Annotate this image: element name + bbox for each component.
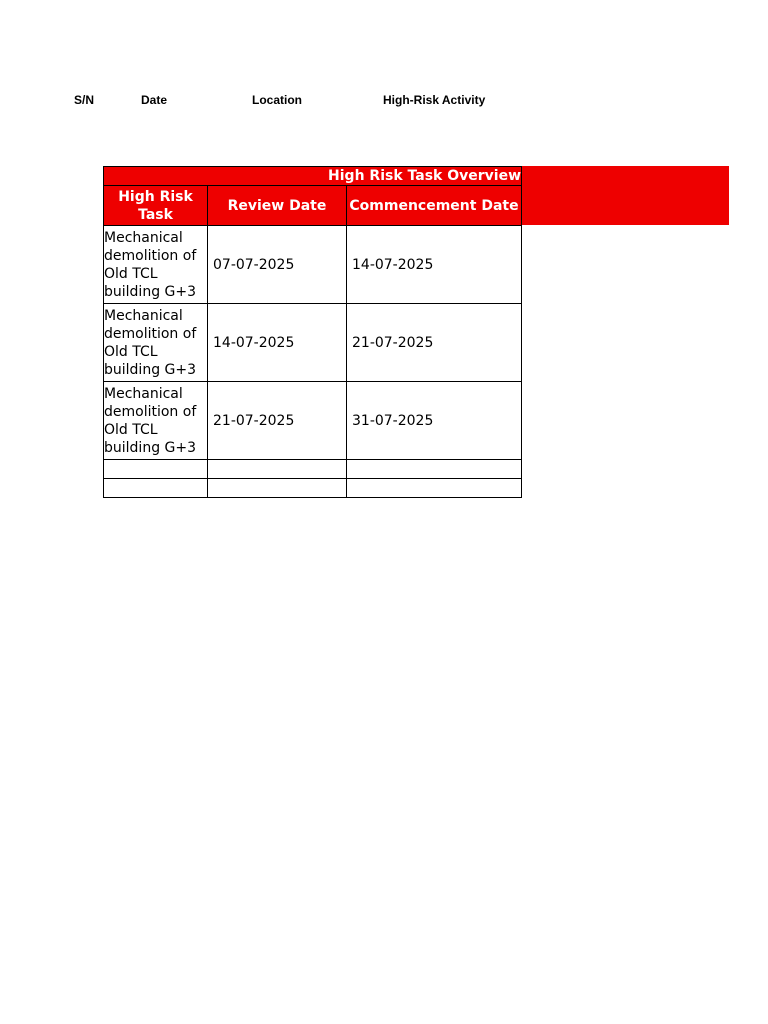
task-cell: Mechanical demolition of Old TCL building G+3 xyxy=(104,304,208,382)
column-header-commencement-date: Commencement Date xyxy=(347,186,522,226)
commencement-date-cell: 31-07-2025 xyxy=(347,382,522,460)
table-title-row xyxy=(104,167,522,186)
review-date-cell: 14-07-2025 xyxy=(208,304,347,382)
review-date-cell: 07-07-2025 xyxy=(208,226,347,304)
review-date-cell xyxy=(208,460,347,479)
header-high-risk-activity: High-Risk Activity xyxy=(383,93,486,107)
commencement-date-cell: 21-07-2025 xyxy=(347,304,522,382)
header-sn: S/N xyxy=(74,93,95,107)
table-row xyxy=(104,479,522,498)
commencement-date-cell xyxy=(347,479,522,498)
task-cell xyxy=(104,460,208,479)
review-date-cell: 21-07-2025 xyxy=(208,382,347,460)
table-row xyxy=(104,226,522,304)
table-row xyxy=(104,304,522,382)
commencement-date-cell xyxy=(347,460,522,479)
column-header-high-risk-task: High Risk Task xyxy=(104,186,208,226)
task-cell: Mechanical demolition of Old TCL building G+3 xyxy=(104,226,208,304)
column-header-review-date: Review Date xyxy=(208,186,347,226)
table-row xyxy=(104,460,522,479)
task-cell: Mechanical demolition of Old TCL building G+3 xyxy=(104,382,208,460)
header-date: Date xyxy=(141,93,168,107)
review-date-cell xyxy=(208,479,347,498)
commencement-date-cell: 14-07-2025 xyxy=(347,226,522,304)
table-column-header-row xyxy=(104,186,522,226)
header-location: Location xyxy=(252,93,302,107)
task-cell xyxy=(104,479,208,498)
high-risk-task-table xyxy=(103,166,522,498)
table-row xyxy=(104,382,522,460)
table-title: High Risk Task Overview xyxy=(104,167,522,186)
